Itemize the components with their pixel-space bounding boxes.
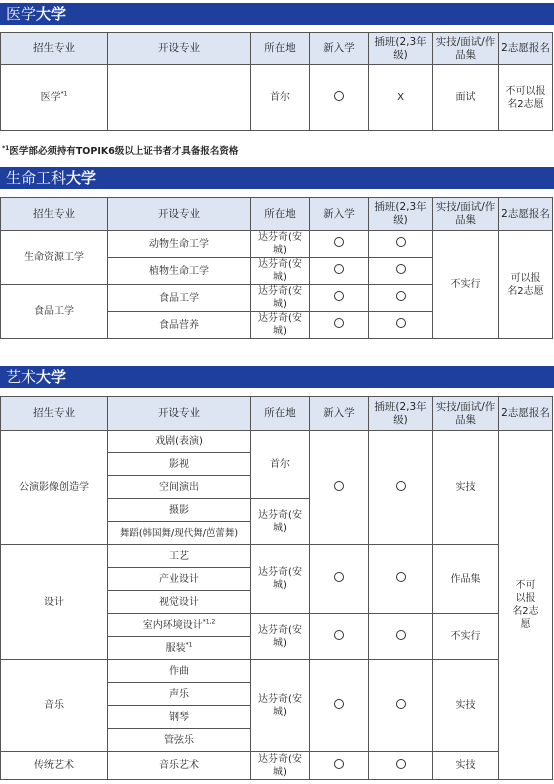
circle-mark: [334, 699, 344, 709]
exam-cell: 实技: [433, 660, 499, 752]
header-new: 新入学: [310, 397, 369, 431]
sub-cell: 戏剧(表演): [108, 431, 251, 453]
new-cell: [310, 285, 369, 312]
medicine-table: [0, 32, 553, 131]
header-major: 招生专业: [1, 198, 108, 231]
life-table: [0, 197, 553, 339]
header-new: 新入学: [310, 198, 369, 231]
transfer-cell: [369, 431, 433, 545]
circle-mark: [396, 264, 406, 274]
header-second: 2志愿报名: [499, 33, 553, 65]
header-exam: 实技/面试/作品集: [433, 198, 499, 231]
location-cell: 达芬奇(安城): [251, 545, 310, 614]
sub-cell: 空间演出: [108, 476, 251, 499]
sub-cell: 管弦乐: [108, 729, 251, 752]
new-cell: [310, 752, 369, 780]
location-cell: 达芬奇(安城): [251, 285, 310, 312]
circle-mark: [396, 291, 406, 301]
location-cell: 达芬奇(安城): [251, 312, 310, 339]
transfer-cell: X: [369, 65, 433, 131]
circle-mark: [334, 318, 344, 328]
location-cell: 达芬奇(安城): [251, 660, 310, 752]
sub-cell: 影视: [108, 453, 251, 476]
circle-mark: [334, 759, 344, 769]
new-cell: [310, 258, 369, 285]
header-sub: 开设专业: [108, 33, 251, 65]
transfer-cell: [369, 285, 433, 312]
header-transfer: 插班(2,3年级): [369, 198, 433, 231]
location-cell: 达芬奇(安城): [251, 499, 310, 545]
section-title-medicine: 医学大学: [0, 3, 554, 25]
circle-mark: [396, 759, 406, 769]
exam-cell: 不实行: [433, 231, 499, 339]
new-cell: [310, 312, 369, 339]
circle-mark: [334, 572, 344, 582]
new-cell: [310, 231, 369, 258]
second-cell: 可以报名2志愿: [499, 231, 553, 339]
transfer-cell: [369, 660, 433, 752]
section-title-arts: 艺术大学: [0, 366, 554, 388]
circle-mark: [334, 264, 344, 274]
circle-mark: [334, 91, 344, 101]
header-second: 2志愿报名: [499, 198, 553, 231]
circle-mark: [334, 481, 344, 491]
header-transfer: 插班(2,3年级): [369, 33, 433, 65]
major-cell: 公演影像创造学: [1, 431, 108, 545]
sub-cell: 动物生命工学: [108, 231, 251, 258]
major-cell: 传统艺术: [1, 752, 108, 780]
sub-cell: 植物生命工学: [108, 258, 251, 285]
sub-cell: 声乐: [108, 683, 251, 706]
exam-cell: 面试: [433, 65, 499, 131]
new-cell: [310, 660, 369, 752]
sub-cell: 产业设计: [108, 568, 251, 591]
circle-mark: [396, 481, 406, 491]
exam-cell: 不实行: [433, 614, 499, 660]
circle-mark: [334, 237, 344, 247]
sub-cell: 摄影: [108, 499, 251, 522]
new-cell: [310, 65, 369, 131]
exam-cell: 实技: [433, 431, 499, 545]
sub-cell: 钢琴: [108, 706, 251, 729]
location-cell: 首尔: [251, 65, 310, 131]
sub-cell: 食品营养: [108, 312, 251, 339]
circle-mark: [396, 630, 406, 640]
sub-cell: 室内环境设计$^{*1,2}$: [108, 614, 251, 637]
new-cell: [310, 614, 369, 660]
sub-cell: 食品工学: [108, 285, 251, 312]
major-cell: 设计: [1, 545, 108, 660]
table-row: [1, 431, 553, 453]
new-cell: [310, 545, 369, 614]
header-location: 所在地: [251, 33, 310, 65]
sub-cell: 作曲: [108, 660, 251, 683]
header-exam: 实技/面试/作品集: [433, 397, 499, 431]
circle-mark: [396, 699, 406, 709]
major-cell: 音乐: [1, 660, 108, 752]
header-second: 2志愿报名: [499, 397, 553, 431]
second-cell: 不可以报名2志愿: [499, 65, 553, 131]
sub-cell: 视觉设计: [108, 591, 251, 614]
header-exam: 实技/面试/作品集: [433, 33, 499, 65]
header-major: 招生专业: [1, 397, 108, 431]
table-row: [1, 65, 553, 131]
header-location: 所在地: [251, 198, 310, 231]
transfer-cell: [369, 752, 433, 780]
new-cell: [310, 431, 369, 545]
location-cell: 达芬奇(安城): [251, 752, 310, 780]
sub-cell: 音乐艺术: [108, 752, 251, 780]
header-new: 新入学: [310, 33, 369, 65]
header-location: 所在地: [251, 397, 310, 431]
major-cell: 食品工学: [1, 285, 108, 339]
exam-cell: 作品集: [433, 545, 499, 614]
second-cell: 不可以报名2志愿: [499, 431, 553, 780]
transfer-cell: [369, 258, 433, 285]
header-transfer: 插班(2,3年级): [369, 397, 433, 431]
footnote: $^{*1}$医学部必须持有TOPIK6级以上证书者才具备报名资格: [2, 144, 239, 157]
arts-table: [0, 396, 553, 780]
transfer-cell: [369, 614, 433, 660]
location-cell: 达芬奇(安城): [251, 614, 310, 660]
circle-mark: [396, 318, 406, 328]
section-title-life: 生命工科大学: [0, 167, 554, 189]
table-row: [1, 660, 553, 683]
transfer-cell: [369, 312, 433, 339]
exam-cell: 实技: [433, 752, 499, 780]
circle-mark: [396, 572, 406, 582]
sub-cell: 舞蹈(韩国舞/现代舞/芭蕾舞): [108, 522, 251, 545]
sub-cell: 服装$^{*1}$: [108, 637, 251, 660]
circle-mark: [396, 237, 406, 247]
location-cell: 达芬奇(安城): [251, 231, 310, 258]
table-row: [1, 231, 553, 258]
transfer-cell: [369, 545, 433, 614]
location-cell: 首尔: [251, 431, 310, 499]
header-major: 招生专业: [1, 33, 108, 65]
transfer-cell: [369, 231, 433, 258]
header-sub: 开设专业: [108, 397, 251, 431]
location-cell: 达芬奇(安城): [251, 258, 310, 285]
circle-mark: [334, 291, 344, 301]
header-sub: 开设专业: [108, 198, 251, 231]
sub-cell: [108, 65, 251, 131]
sub-cell: 工艺: [108, 545, 251, 568]
table-row: [1, 545, 553, 568]
major-cell: 生命资源工学: [1, 231, 108, 285]
circle-mark: [334, 630, 344, 640]
table-row: [1, 752, 553, 780]
major-cell: 医学$^{*1}$: [1, 65, 108, 131]
